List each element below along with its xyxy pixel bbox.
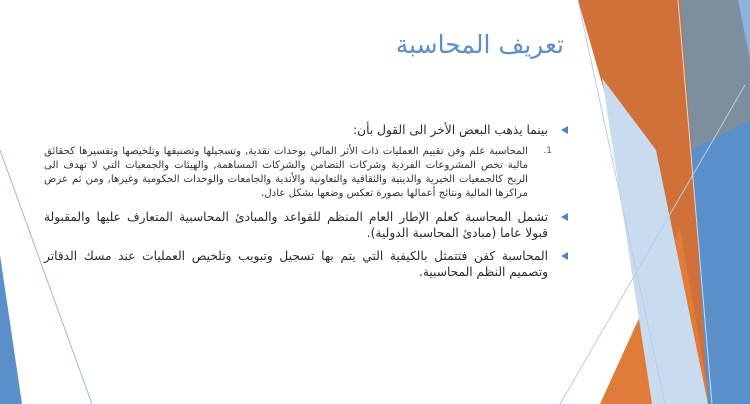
bullet-item [44, 248, 568, 280]
item-number: 1. [543, 146, 552, 156]
bullet-item [44, 209, 568, 241]
slide-content [44, 122, 568, 287]
bullet-text: تشمل المحاسبة كعلم الإطار العام المنظم للقواعد والمبادئ المحاسبية المتعارف عليها والمقبولة قبولا عاما (مبادئ المحاسبة الدولية). [44, 210, 548, 240]
bullet-arrow-icon [561, 252, 568, 260]
bullet-text: المحاسبة كفن فتتمثل بالكيفية التي يتم بها تسجيل وتبويب وتلخيص العمليات عند مسك الدفاتر وتصميم النظم المحاسبية. [44, 249, 548, 279]
numbered-item [44, 145, 568, 201]
bullet-text: بينما يذهب البعض الأخر الى القول بأن: [353, 123, 548, 137]
bullet-arrow-icon [561, 213, 568, 221]
bullet-arrow-icon [561, 126, 568, 134]
numbered-item-text: المحاسبة علم وفن تقييم العمليات ذات الأثر المالي بوحدات نقدية, وتسجيلها وتصنيفها وتلخيصها وتفسيرها كحقائق مالية تخص المشروعات الفردية وشركات التضامن والشركات المساهمة, والهيئات والجمعيات التي لا تهدف الى الربح كالجمعيات الخيرية والدينية والثقافية والتعاونية والأندية والجامعات والوحدات الحكومية وغيرها, ومن ثم عرض مراكزها المالية ونتائج أعمالها بصورة تعكس وضعها بشكل عادل. [44, 146, 528, 199]
bullet-item [44, 122, 568, 138]
slide-title: تعريف المحاسبة [395, 30, 564, 59]
left-blue-accent [0, 255, 22, 404]
